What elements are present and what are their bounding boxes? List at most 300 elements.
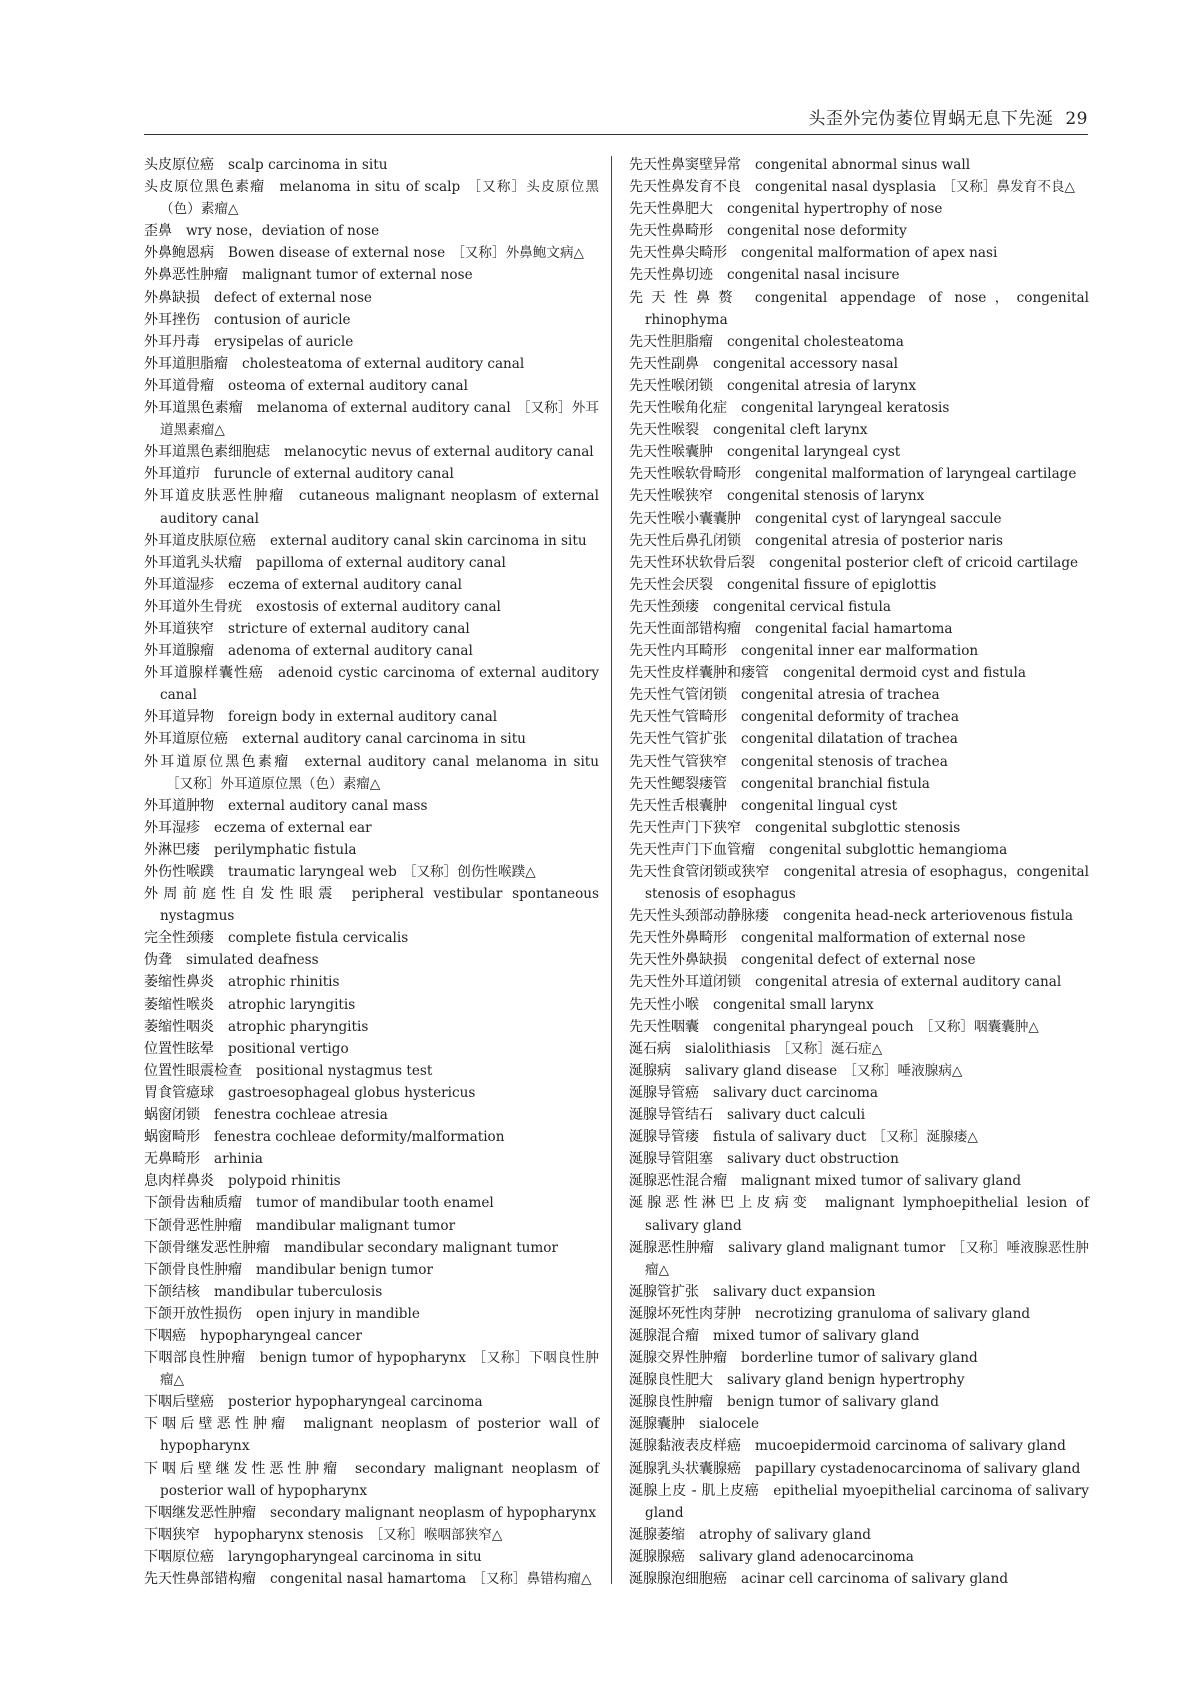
term-chinese: 先天性小喉: [629, 996, 699, 1013]
glossary-entry: [144, 1148, 599, 1170]
glossary-entry: [144, 1303, 599, 1325]
glossary-entry: [144, 1502, 599, 1524]
glossary-entry: [144, 949, 599, 971]
term-chinese: 外耳道狭窄: [144, 620, 214, 637]
glossary-entry: [144, 375, 599, 397]
term-chinese: 涎腺良性肿瘤: [629, 1394, 713, 1411]
term-english: malignant lymphoepithelial lesion of salivary gland: [645, 1195, 1090, 1234]
term-english: congenital cyst of laryngeal saccule: [755, 510, 1002, 527]
term-english: external auditory canal skin carcinoma in situ: [270, 532, 587, 549]
term-chinese: 下咽部良性肿瘤: [144, 1350, 246, 1367]
term-chinese: 外耳道黑色素细胞痣: [144, 444, 270, 461]
term-english: wry nose，deviation of nose: [186, 223, 380, 240]
term-english: gastroesophageal globus hystericus: [228, 1084, 476, 1101]
term-alias: ［又称］头皮原位黑（色）素瘤△: [160, 179, 600, 218]
term-chinese: 下咽原位癌: [144, 1548, 214, 1565]
term-english: defect of external nose: [214, 289, 372, 306]
term-english: contusion of auricle: [214, 311, 351, 328]
term-english: hypopharyngeal cancer: [200, 1327, 362, 1344]
term-english: congenital atresia of larynx: [727, 377, 917, 394]
glossary-entry: [144, 485, 599, 529]
glossary-entry: [629, 1391, 1089, 1413]
glossary-entry: [144, 1325, 599, 1347]
glossary-entry: [144, 817, 599, 839]
glossary-entry: [144, 331, 599, 353]
term-english: secondary malignant neoplasm of hypopharynx: [270, 1504, 597, 1521]
term-chinese: 先天性外耳道闭锁: [629, 974, 741, 991]
glossary-entry: [629, 1038, 1089, 1060]
term-english: benign tumor of hypopharynx: [259, 1350, 466, 1367]
term-english: congenital nasal incisure: [727, 267, 900, 284]
term-chinese: 先天性声门下狭窄: [629, 819, 741, 836]
glossary-entry: [144, 1413, 599, 1457]
term-chinese: 涎腺病: [629, 1062, 671, 1079]
term-english: simulated deafness: [186, 952, 319, 969]
term-english: positional vertigo: [228, 1040, 349, 1057]
term-alias: ［又称］鼻错构瘤△: [472, 1571, 592, 1587]
term-chinese: 先天性鼻切迹: [629, 267, 713, 284]
term-alias: ［又称］涎腺瘘△: [872, 1129, 978, 1146]
glossary-entry: [629, 1480, 1089, 1524]
term-english: adenoma of external auditory canal: [228, 643, 473, 660]
term-chinese: 外耳道腺样囊性癌: [144, 665, 264, 682]
term-chinese: 涎腺恶性淋巴上皮病变: [629, 1195, 812, 1212]
term-chinese: 先天性喉囊肿: [629, 444, 713, 461]
term-chinese: 先天性鼻发育不良: [629, 179, 741, 196]
glossary-entry: [629, 971, 1089, 993]
glossary-entry: [144, 1060, 599, 1082]
term-english: congenital nasal dysplasia: [755, 179, 937, 196]
term-english: congenital atresia of posterior naris: [755, 532, 1003, 549]
term-english: necrotizing granuloma of salivary gland: [755, 1305, 1031, 1322]
term-english: external auditory canal carcinoma in situ: [242, 731, 526, 748]
term-chinese: 下颌结核: [144, 1283, 200, 1300]
glossary-entry: [629, 1413, 1089, 1435]
term-english: melanocytic nevus of external auditory canal: [284, 444, 594, 461]
term-chinese: 下颌开放性损伤: [144, 1305, 242, 1322]
term-english: congenital malformation of apex nasi: [741, 245, 998, 262]
glossary-entry: [144, 530, 599, 552]
term-english: salivary duct calculi: [727, 1107, 866, 1124]
term-chinese: 下咽后壁恶性肿瘤: [144, 1416, 290, 1433]
term-english: open injury in mandible: [256, 1305, 420, 1322]
glossary-entry: [144, 220, 599, 242]
glossary-entry: [629, 706, 1089, 728]
term-english: congenital cervical fistula: [713, 598, 891, 615]
glossary-entry: [629, 994, 1089, 1016]
term-english: congenital hypertrophy of nose: [727, 201, 943, 218]
glossary-entry: [629, 176, 1089, 198]
glossary-entry: [629, 728, 1089, 750]
term-english: scalp carcinoma in situ: [228, 157, 388, 173]
term-english: mixed tumor of salivary gland: [713, 1327, 920, 1344]
term-english: hypopharynx stenosis: [214, 1526, 364, 1543]
term-english: foreign body in external auditory canal: [228, 709, 498, 726]
term-chinese: 外鼻恶性肿瘤: [144, 267, 228, 284]
term-chinese: 涎腺恶性混合瘤: [629, 1173, 727, 1190]
term-english: peripheral vestibular spontaneous nystagmus: [160, 886, 600, 925]
glossary-entry: [629, 1104, 1089, 1126]
glossary-entry: [144, 1016, 599, 1038]
term-chinese: 歪鼻: [144, 223, 172, 240]
term-english: salivary gland malignant tumor: [728, 1239, 946, 1256]
term-chinese: 涎腺乳头状囊腺癌: [629, 1460, 741, 1477]
glossary-entry: [629, 1369, 1089, 1391]
glossary-entry: [629, 1303, 1089, 1325]
glossary-entry: [629, 773, 1089, 795]
term-chinese: 先天性喉角化症: [629, 400, 727, 417]
term-chinese: 胃食管癔球: [144, 1084, 214, 1101]
glossary-entry: [629, 552, 1089, 574]
header-title: 头歪外完伪萎位胃蜗无息下先涎: [808, 109, 1054, 129]
term-chinese: 完全性颈瘘: [144, 930, 214, 947]
glossary-entry: [144, 309, 599, 331]
glossary-entry: [144, 994, 599, 1016]
term-english: atrophy of salivary gland: [699, 1526, 871, 1543]
glossary-entry: [629, 1148, 1089, 1170]
term-alias: ［又称］鼻发育不良△: [942, 179, 1075, 196]
term-chinese: 先天性气管闭锁: [629, 687, 727, 704]
term-chinese: 先天性气管畸形: [629, 709, 727, 726]
term-chinese: 先天性食管闭锁或狭窄: [629, 864, 770, 880]
glossary-entry: [629, 574, 1089, 596]
term-chinese: 外耳挫伤: [144, 311, 200, 328]
term-english: mucoepidermoid carcinoma of salivary gland: [755, 1438, 1066, 1455]
term-chinese: 先天性颈瘘: [629, 598, 699, 615]
term-english: complete fistula cervicalis: [228, 930, 409, 947]
term-english: congenital cleft larynx: [713, 422, 868, 439]
glossary-entry: [144, 618, 599, 640]
glossary-entry: [629, 949, 1089, 971]
term-alias: ［又称］咽囊囊肿△: [919, 1018, 1039, 1035]
glossary-entry: [144, 751, 599, 795]
glossary-entry: [629, 1192, 1089, 1236]
term-english: congenital accessory nasal: [713, 355, 898, 372]
glossary-entry: [144, 728, 599, 750]
term-chinese: 先天性鼻肥大: [629, 201, 713, 218]
term-english: laryngopharyngeal carcinoma in situ: [228, 1548, 482, 1565]
term-english: external auditory canal mass: [228, 797, 428, 814]
term-chinese: 先天性鼻畸形: [629, 223, 713, 240]
term-english: mandibular benign tumor: [256, 1261, 433, 1278]
term-chinese: 外耳道异物: [144, 709, 214, 726]
term-english: borderline tumor of salivary gland: [741, 1350, 978, 1367]
glossary-entry: [144, 1082, 599, 1104]
glossary-entry: [629, 618, 1089, 640]
term-english: atrophic laryngitis: [228, 996, 356, 1013]
term-chinese: 涎腺良性肥大: [629, 1372, 713, 1389]
glossary-entry: [144, 1170, 599, 1192]
term-english: arhinia: [214, 1151, 263, 1168]
term-english: tumor of mandibular tooth enamel: [256, 1195, 494, 1212]
glossary-entry: [144, 640, 599, 662]
glossary-entry: [144, 264, 599, 286]
term-chinese: 下颌骨继发恶性肿瘤: [144, 1239, 270, 1256]
term-chinese: 涎腺上皮 - 肌上皮癌: [629, 1482, 760, 1499]
term-chinese: 外耳道乳头状瘤: [144, 554, 242, 571]
page-number: 29: [1065, 109, 1088, 129]
term-chinese: 萎缩性咽炎: [144, 1018, 214, 1035]
term-chinese: 先天性胆脂瘤: [629, 333, 713, 350]
term-chinese: 位置性眩晕: [144, 1040, 214, 1057]
term-chinese: 先天性鳃裂瘘管: [629, 775, 727, 792]
term-chinese: 息肉样鼻炎: [144, 1173, 214, 1190]
term-english: congenital atresia of trachea: [741, 687, 940, 704]
term-chinese: 头皮原位癌: [144, 157, 214, 173]
glossary-entry: [144, 154, 599, 176]
term-chinese: 涎腺导管结石: [629, 1107, 713, 1124]
term-chinese: 外耳道外生骨疣: [144, 598, 242, 615]
term-english: melanoma in situ of scalp: [279, 179, 461, 196]
term-english: traumatic laryngeal web: [228, 864, 397, 880]
term-english: salivary duct expansion: [713, 1283, 876, 1300]
glossary-entry: [629, 1546, 1089, 1568]
glossary-entry: [629, 662, 1089, 684]
term-chinese: 涎腺导管阻塞: [629, 1151, 713, 1168]
glossary-entry: [629, 463, 1089, 485]
term-alias: ［又称］喉咽部狭窄△: [369, 1526, 503, 1543]
term-english: sialolithiasis: [685, 1040, 771, 1057]
term-english: congenital fissure of epiglottis: [727, 576, 937, 593]
header-rule: [144, 134, 1088, 135]
term-chinese: 下咽后壁继发性恶性肿瘤: [144, 1460, 342, 1477]
term-chinese: 先天性喉闭锁: [629, 377, 713, 394]
glossary-entry: [144, 971, 599, 993]
term-english: congenita head-neck arteriovenous fistula: [783, 908, 1074, 925]
term-english: mandibular tuberculosis: [214, 1283, 383, 1300]
glossary-entry: [144, 441, 599, 463]
term-english: melanoma of external auditory canal: [256, 400, 511, 417]
term-chinese: 先天性鼻部错构瘤: [144, 1571, 256, 1587]
left-column: [144, 154, 599, 1590]
term-chinese: 下颌骨齿釉质瘤: [144, 1195, 242, 1212]
term-chinese: 外伤性喉蹼: [144, 864, 214, 880]
term-english: benign tumor of salivary gland: [727, 1394, 939, 1411]
term-chinese: 涎腺导管瘘: [629, 1129, 699, 1146]
glossary-entry: [629, 751, 1089, 773]
term-chinese: 外耳湿疹: [144, 819, 200, 836]
glossary-entry: [144, 1458, 599, 1502]
term-english: congenital malformation of external nose: [741, 930, 1026, 947]
term-english: malignant tumor of external nose: [242, 267, 473, 284]
term-chinese: 头皮原位黑色素瘤: [144, 179, 266, 196]
glossary-entry: [144, 397, 599, 441]
term-chinese: 蜗窗闭锁: [144, 1107, 200, 1124]
term-chinese: 先天性气管狭窄: [629, 753, 727, 770]
glossary-entry: [629, 927, 1089, 949]
glossary-entry: [144, 1347, 599, 1391]
term-chinese: 先天性舌根囊肿: [629, 797, 727, 814]
glossary-entry: [629, 1237, 1089, 1281]
glossary-entry: [144, 1126, 599, 1148]
glossary-entry: [629, 1281, 1089, 1303]
term-english: atrophic pharyngitis: [228, 1018, 369, 1035]
term-english: fenestra cochleae deformity/malformation: [214, 1129, 505, 1146]
term-alias: ［又称］涎石症△: [776, 1040, 883, 1057]
term-english: papillary cystadenocarcinoma of salivary gland: [755, 1460, 1081, 1477]
glossary-entry: [629, 264, 1089, 286]
glossary-entry: [144, 1038, 599, 1060]
term-english: acinar cell carcinoma of salivary gland: [741, 1571, 1009, 1587]
term-english: congenital abnormal sinus wall: [755, 157, 971, 173]
term-english: malignant mixed tumor of salivary gland: [741, 1173, 1022, 1190]
term-english: congenital atresia of esophagus，congenital stenosis of esophagus: [645, 864, 1089, 903]
glossary-entry: [629, 1082, 1089, 1104]
glossary-entry: [629, 397, 1089, 419]
glossary-entry: [144, 1524, 599, 1546]
glossary-entry: [144, 839, 599, 861]
glossary-entry: [629, 817, 1089, 839]
term-chinese: 先天性喉裂: [629, 422, 699, 439]
term-alias: ［又称］创伤性喉蹼△: [402, 864, 536, 880]
term-chinese: 涎腺萎缩: [629, 1526, 685, 1543]
running-header: [808, 104, 1088, 129]
term-chinese: 外耳丹毒: [144, 333, 200, 350]
term-chinese: 萎缩性鼻炎: [144, 974, 214, 991]
term-english: exostosis of external auditory canal: [256, 598, 501, 615]
term-chinese: 先天性喉狭窄: [629, 488, 713, 505]
glossary-entry: [629, 353, 1089, 375]
term-alias: ［又称］外耳道原位黑（色）素瘤△: [166, 775, 381, 792]
glossary-entry: [629, 1568, 1089, 1590]
term-english: mandibular secondary malignant tumor: [284, 1239, 558, 1256]
glossary-entry: [144, 1546, 599, 1568]
glossary-entry: [144, 463, 599, 485]
term-chinese: 外鼻鲍恩病: [144, 245, 214, 262]
term-english: furuncle of external auditory canal: [214, 466, 454, 483]
term-english: salivary duct carcinoma: [713, 1084, 879, 1101]
glossary-entry: [629, 795, 1089, 817]
term-english: congenital nasal hamartoma: [270, 1571, 467, 1587]
glossary-entry: [629, 1524, 1089, 1546]
glossary-entry: [144, 1104, 599, 1126]
term-english: congenital stenosis of larynx: [727, 488, 925, 505]
term-chinese: 先天性外鼻缺损: [629, 952, 727, 969]
glossary-entry: [144, 596, 599, 618]
term-alias: ［又称］唾液腺病△: [843, 1062, 963, 1079]
term-chinese: 先天性声门下血管瘤: [629, 841, 755, 858]
term-chinese: 下颌骨良性肿瘤: [144, 1261, 242, 1278]
glossary-entry: [629, 287, 1089, 331]
term-english: secondary malignant neoplasm of posterior wall of hypopharynx: [160, 1460, 599, 1499]
term-english: polypoid rhinitis: [228, 1173, 341, 1190]
term-english: congenital deformity of trachea: [741, 709, 959, 726]
glossary-entry: [144, 1259, 599, 1281]
term-chinese: 下颌骨恶性肿瘤: [144, 1217, 242, 1234]
term-english: congenital subglottic stenosis: [755, 819, 961, 836]
term-english: eczema of external ear: [214, 819, 372, 836]
term-english: congenital stenosis of trachea: [741, 753, 948, 770]
term-english: congenital dermoid cyst and fistula: [783, 665, 1026, 682]
term-english: salivary gland disease: [685, 1062, 838, 1079]
glossary-entry: [629, 1435, 1089, 1457]
term-chinese: 涎腺混合瘤: [629, 1327, 699, 1344]
term-chinese: 外耳道肿物: [144, 797, 214, 814]
term-alias: ［又称］下咽良性肿瘤△: [160, 1350, 600, 1389]
glossary-entry: [629, 1458, 1089, 1480]
term-chinese: 先天性皮样囊肿和瘘管: [629, 665, 769, 682]
right-column: [629, 154, 1089, 1590]
term-english: congenital malformation of laryngeal cartilage: [755, 466, 1077, 483]
glossary-entry: [144, 552, 599, 574]
glossary-entry: [629, 530, 1089, 552]
term-english: posterior hypopharyngeal carcinoma: [228, 1394, 483, 1411]
glossary-entry: [144, 861, 599, 883]
glossary-entry: [144, 1237, 599, 1259]
term-chinese: 先天性副鼻: [629, 355, 699, 372]
term-english: congenital laryngeal cyst: [727, 444, 901, 461]
glossary-entry: [629, 684, 1089, 706]
term-english: malignant neoplasm of posterior wall of hypopharynx: [160, 1416, 599, 1455]
term-english: congenital lingual cyst: [741, 797, 898, 814]
term-english: Bowen disease of external nose: [228, 245, 446, 262]
term-chinese: 下咽狭窄: [144, 1526, 200, 1543]
glossary-entry: [629, 508, 1089, 530]
term-chinese: 伪聋: [144, 952, 172, 969]
term-english: perilymphatic fistula: [214, 841, 357, 858]
glossary-entry: [629, 861, 1089, 905]
term-chinese: 下咽继发恶性肿瘤: [144, 1504, 256, 1521]
term-english: congenital cholesteatoma: [727, 333, 904, 350]
term-english: eczema of external auditory canal: [228, 576, 462, 593]
term-chinese: 涎腺黏液表皮样癌: [629, 1438, 741, 1455]
term-english: salivary gland adenocarcinoma: [699, 1548, 914, 1565]
term-chinese: 位置性眼震检查: [144, 1062, 242, 1079]
glossary-entry: [144, 176, 599, 220]
term-chinese: 先天性会厌裂: [629, 576, 713, 593]
term-english: fenestra cochleae atresia: [214, 1107, 388, 1124]
term-chinese: 外淋巴瘘: [144, 841, 200, 858]
glossary-entry: [629, 441, 1089, 463]
term-english: osteoma of external auditory canal: [228, 377, 468, 394]
glossary-entry: [629, 1060, 1089, 1082]
glossary-entry: [144, 927, 599, 949]
term-chinese: 先天性喉小囊囊肿: [629, 510, 741, 527]
term-english: adenoid cystic carcinoma of external auditory canal: [160, 665, 600, 704]
term-chinese: 萎缩性喉炎: [144, 996, 214, 1013]
glossary-entry: [144, 1281, 599, 1303]
glossary-entry: [629, 1016, 1089, 1038]
term-chinese: 先天性外鼻畸形: [629, 930, 727, 947]
term-english: congenital atresia of external auditory canal: [755, 974, 1062, 991]
glossary-entry: [629, 1170, 1089, 1192]
term-chinese: 涎腺腺癌: [629, 1548, 685, 1565]
term-chinese: 先天性鼻赘: [629, 289, 741, 306]
term-english: sialocele: [699, 1416, 760, 1433]
term-chinese: 涎石病: [629, 1040, 671, 1057]
term-chinese: 涎腺管扩张: [629, 1283, 699, 1300]
term-chinese: 下咽癌: [144, 1327, 186, 1344]
glossary-entry: [144, 883, 599, 927]
term-english: congenital dilatation of trachea: [741, 731, 958, 748]
term-english: epithelial myoepithelial carcinoma of salivary gland: [645, 1482, 1089, 1521]
term-chinese: 外耳道腺瘤: [144, 643, 214, 660]
term-chinese: 先天性鼻尖畸形: [629, 245, 727, 262]
term-english: salivary duct obstruction: [727, 1151, 899, 1168]
term-english: mandibular malignant tumor: [256, 1217, 456, 1234]
glossary-entry: [629, 1325, 1089, 1347]
term-english: congenital nose deformity: [727, 223, 907, 240]
glossary-entry: [144, 1192, 599, 1214]
term-chinese: 外耳道疖: [144, 466, 200, 483]
term-english: cholesteatoma of external auditory canal: [242, 355, 525, 372]
glossary-entry: [629, 905, 1089, 927]
term-english: congenital laryngeal keratosis: [741, 400, 950, 417]
glossary-entry: [144, 706, 599, 728]
glossary-entry: [629, 485, 1089, 507]
term-chinese: 涎腺腺泡细胞癌: [629, 1571, 727, 1587]
term-english: external auditory canal melanoma in situ: [304, 753, 600, 770]
